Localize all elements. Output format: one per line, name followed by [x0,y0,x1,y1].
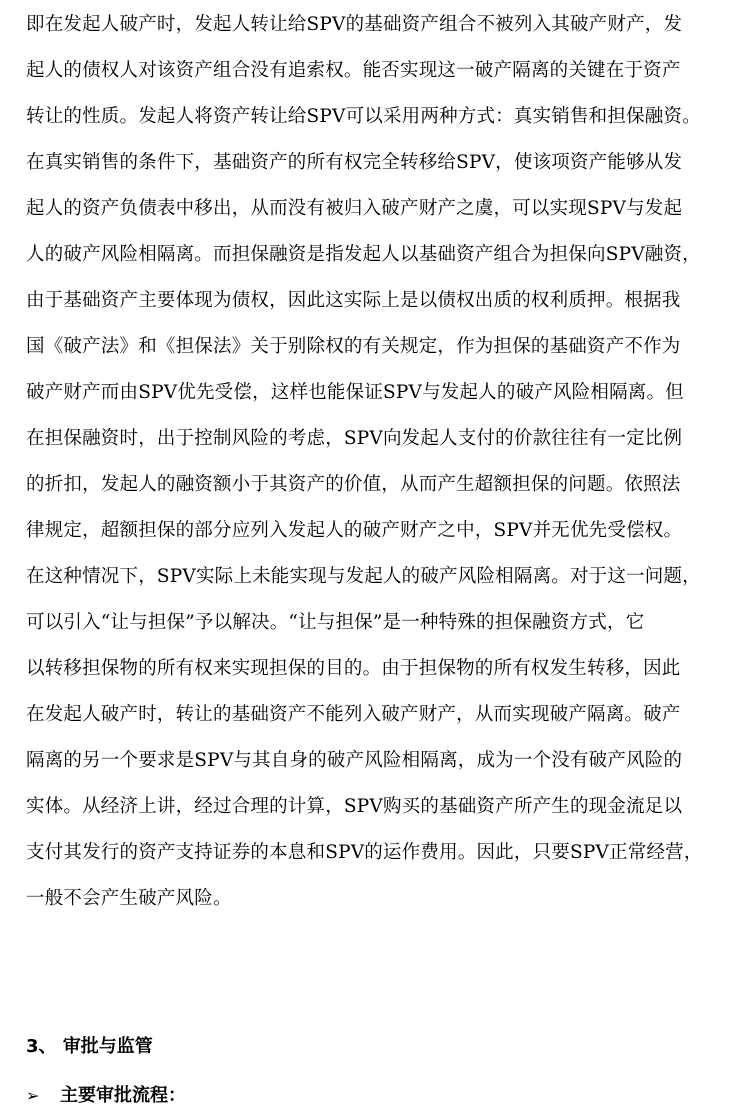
paragraph-line: 人的破产风险相隔离。而担保融资是指发起人以基础资产组合为担保向SPV融资， [26,244,701,265]
paragraph-line: 隔离的另一个要求是SPV与其自身的破产风险相隔离，成为一个没有破产风险的 [26,750,683,771]
paragraph-line: 在担保融资时，出于控制风险的考虑，SPV向发起人支付的价款往往有一定比例 [26,428,683,449]
paragraph-line: 一般不会产生破产风险。 [26,888,232,909]
paragraph-line: 以转移担保物的所有权来实现担保的目的。由于担保物的所有权发生转移，因此 [26,658,681,679]
paragraph-line: 可以引入“让与担保”予以解决。“让与担保”是一种特殊的担保融资方式，它 [26,612,645,633]
paragraph-line: 起人的资产负债表中移出，从而没有被归入破产财产之虞，可以实现SPV与发起 [26,198,683,219]
paragraph-line: 国《破产法》和《担保法》关于别除权的有关规定，作为担保的基础资产不作为 [26,336,681,357]
paragraph-line: 在这种情况下，SPV实际上未能实现与发起人的破产风险相隔离。对于这一问题， [26,566,701,587]
bullet-item [26,1076,186,1116]
paragraph-line: 在真实销售的条件下，基础资产的所有权完全转移给SPV，使该项资产能够从发 [26,152,683,173]
paragraph-line: 起人的债权人对该资产组合没有追索权。能否实现这一破产隔离的关键在于资产 [26,60,681,81]
paragraph-line: 律规定，超额担保的部分应列入发起人的破产财产之中，SPV并无优先受偿权。 [26,520,683,541]
paragraph-line: 破产财产而由SPV优先受偿，这样也能保证SPV与发起人的破产风险相隔离。但 [26,382,684,403]
paragraph-line: 支付其发行的资产支持证券的本息和SPV的运作费用。因此，只要SPV正常经营， [26,842,703,863]
paragraph-line: 的折扣，发起人的融资额小于其资产的价值，从而产生超额担保的问题。依照法 [26,474,681,495]
section-heading: 3、 审批与监管 [26,1036,153,1057]
paragraph-line: 即在发起人破产时，发起人转让给SPV的基础资产组合不被列入其破产财产，发 [26,14,683,35]
paragraph-line: 实体。从经济上讲，经过合理的计算，SPV购买的基础资产所产生的现金流足以 [26,796,683,817]
bullet-label: 主要审批流程： [60,1085,186,1106]
paragraph-line: 转让的性质。发起人将资产转让给SPV可以采用两种方式：真实销售和担保融资。 [26,106,701,127]
paragraph-line: 由于基础资产主要体现为债权，因此这实际上是以债权出质的权利质押。根据我 [26,290,681,311]
arrow-bullet-icon: ➢ [26,1086,40,1105]
paragraph-line: 在发起人破产时，转让的基础资产不能列入破产财产，从而实现破产隔离。破产 [26,704,681,725]
